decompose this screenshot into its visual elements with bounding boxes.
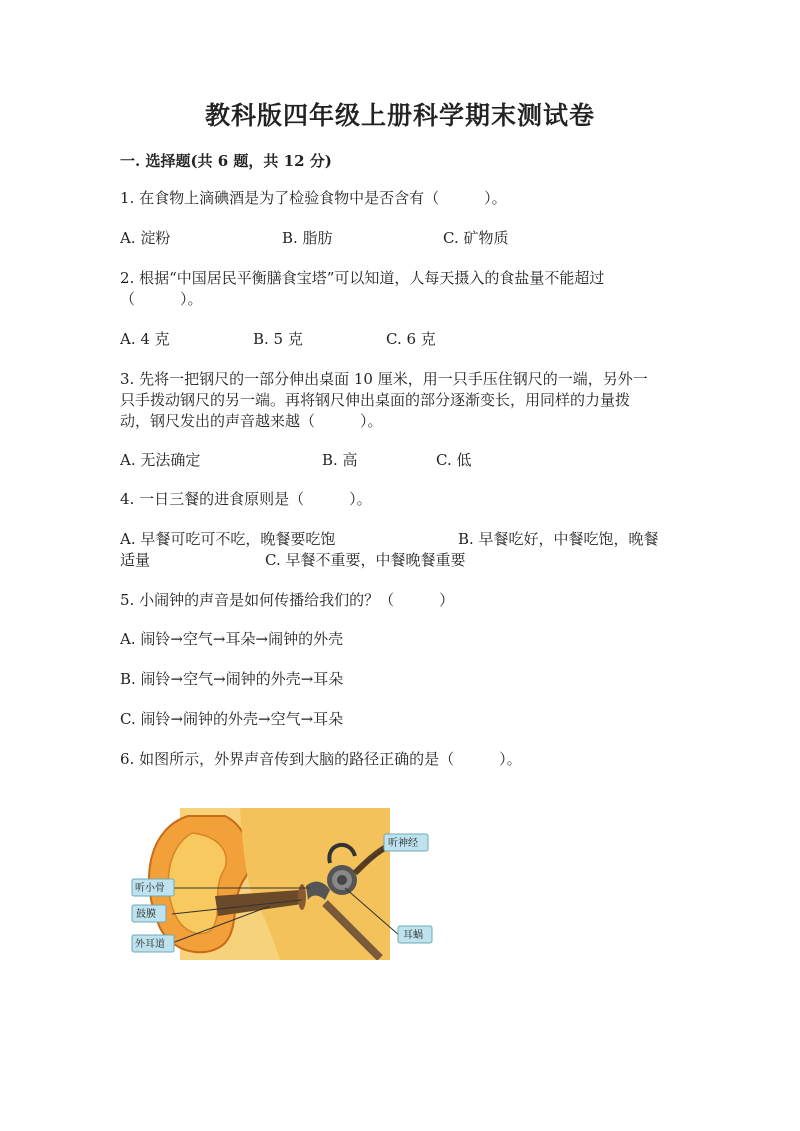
label-eardrum: 鼓膜 [136,909,156,920]
question-2-text-line-1: 2. 根据“中国居民平衡膳食宝塔”可以知道，人每天摄入的食盐量不能超过 [120,269,605,287]
question-3-option-a: A. 无法确定 [120,451,201,469]
label-cochlea: 耳蜗 [403,930,423,941]
question-5-option-b: B. 闹铃→空气→闹钟的外壳→耳朵 [120,670,344,688]
question-1-option-a: A. 淀粉 [120,229,171,247]
question-2-option-b: B. 5 克 [253,330,303,348]
question-2-text-line-2: （ ）。 [120,290,203,308]
question-5-text: 5. 小闹钟的声音是如何传播给我们的？（ ） [120,591,455,609]
question-4-option-b-continued: 适量 [120,551,151,569]
page-title: 教科版四年级上册科学期末测试卷 [204,101,595,130]
question-1-option-b: B. 脂肪 [282,229,333,247]
label-ossicles: 听小骨 [135,883,165,894]
question-2-option-c: C. 6 克 [386,330,436,348]
question-5-option-a: A. 闹铃→空气→耳朵→闹钟的外壳 [120,630,344,648]
section-heading: 一. 选择题(共 6 题，共 12 分) [120,152,332,170]
label-auditory-nerve: 听神经 [388,838,418,849]
question-1-text: 1. 在食物上滴碘酒是为了检验食物中是否含有（ ）。 [120,189,507,207]
question-1-option-c: C. 矿物质 [443,229,509,247]
ear-anatomy-image [130,808,460,960]
question-4-text: 4. 一日三餐的进食原则是（ ）。 [120,490,372,508]
question-4-option-c: C. 早餐不重要，中餐晚餐重要 [265,551,466,569]
ear-anatomy-figure [130,808,460,960]
question-3-text-line-1: 3. 先将一把钢尺的一部分伸出桌面 10 厘米，用一只手压住钢尺的一端，另外一 [120,370,648,388]
label-ear-canal: 外耳道 [135,939,165,950]
question-2-option-a: A. 4 克 [120,330,170,348]
question-3-option-c: C. 低 [436,451,472,469]
question-3-text-line-2: 只手拨动钢尺的另一端。再将钢尺伸出桌面的部分逐渐变长，用同样的力量拨 [120,391,631,409]
question-4-option-a: A. 早餐可吃可不吃，晚餐要吃饱 [120,530,336,548]
question-5-option-c: C. 闹铃→闹钟的外壳→空气→耳朵 [120,710,344,728]
question-6-text: 6. 如图所示，外界声音传到大脑的路径正确的是（ ）。 [120,750,522,768]
question-4-option-b: B. 早餐吃好，中餐吃饱，晚餐 [458,530,659,548]
question-3-text-line-3: 动，钢尺发出的声音越来越（ ）。 [120,412,383,430]
question-3-option-b: B. 高 [322,451,358,469]
